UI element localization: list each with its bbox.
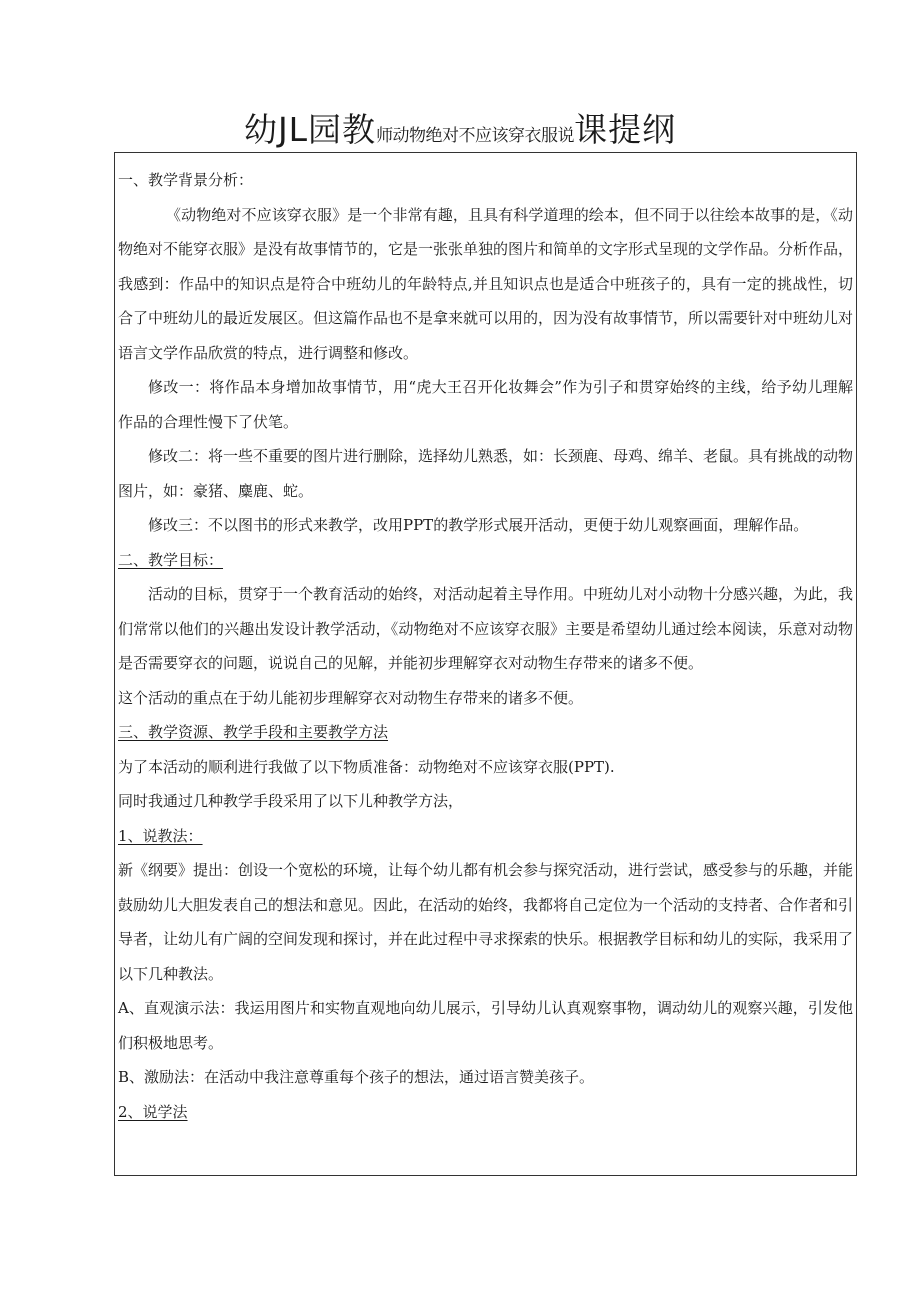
- title-part-2: 师动物绝对不应该穿衣服说: [376, 126, 575, 146]
- goals-paragraph: 活动的目标，贯穿于一个教育活动的始终，对活动起着主导作用。中班幼儿对小动物十分感兴趣，为此，我们常常以他们的兴趣出发设计教学活动，《动物绝对不应该穿衣服》主要是希望幼儿通过绘本阅读，乐意对动物是否需要穿衣的问题，说说自己的见解，并能初步理解穿衣对动物生存带来的诸多不便。: [118, 585, 854, 672]
- title-part-3: 课提纲: [574, 110, 677, 149]
- section-heading-background: 一、教学背景分析：: [118, 171, 254, 189]
- section-heading-learning-methods: 2、说学法: [118, 1102, 188, 1121]
- modification-two: 修改二：将一些不重要的图片进行删除，选择幼儿熟悉，如：长颈鹿、母鸡、绵羊、老鼠。具有挑战的动物图片，如：豪猪、麋鹿、蛇。: [118, 447, 854, 500]
- modification-three: 修改三：不以图书的形式来教学，改用PPT的教学形式展开活动，更便于幼儿观察画面，理解作品。: [148, 516, 809, 534]
- method-b: B、激励法：在活动中我注意尊重每个孩子的想法，通过语言赞美孩子。: [118, 1068, 595, 1086]
- section-heading-goals: 二、教学目标：: [118, 550, 224, 569]
- resources-preparation: 为了本活动的顺利进行我做了以下物质准备：动物绝对不应该穿衣服(PPT).: [118, 757, 615, 776]
- section-heading-resources: 三、教学资源、教学手段和主要教学方法: [118, 723, 389, 741]
- document-title: [0, 108, 920, 158]
- teaching-methods-paragraph: 新《纲要》提出：创设一个宽松的环境，让每个幼儿都有机会参与探究活动，进行尝试，感受参与的乐趣，并能鼓励幼儿大胆发表自己的想法和意见。因此，在活动的始终，我都将自己定位为一个活动的支持者、合作者和引导者，让幼儿有广阔的空间发现和探讨，并在此过程中寻求探索的快乐。根据教学目标和幼儿的实际，我采用了以下几种教法。: [118, 861, 854, 983]
- modification-one: 修改一：将作品本身增加故事情节，用“虎大王召开化妆舞会”作为引子和贯穿始终的主线，给予幼儿理解作品的合理性慢下了伏笔。: [118, 378, 853, 431]
- method-a: A、直观演示法：我运用图片和实物直观地向幼儿展示，引导幼儿认真观察事物，调动幼儿的观察兴趣，引发他们积极地思考。: [118, 999, 853, 1052]
- goals-focus: 这个活动的重点在于幼儿能初步理解穿衣对动物生存带来的诸多不便。: [118, 688, 584, 707]
- resources-methods: 同时我通过几种教学手段采用了以下儿种教学方法，: [118, 792, 464, 810]
- content-frame: [114, 152, 857, 1176]
- background-paragraph: 《动物绝对不应该穿衣服》是一个非常有趣，且具有科学道理的绘本，但不同于以往绘本故事的是，《动物绝对不能穿衣服》是没有故事情节的，它是一张张单独的图片和简单的文字形式呈现的文学作品。分析作品，我感到：作品中的知识点是符合中班幼儿的年龄特点,并且知识点也是适合中班孩子的，具有一定的挑战性，切合了中班幼儿的最近发展区。但这篇作品也不是拿来就可以用的，因为没有故事情节，所以需要针对中班幼儿对语言文学作品欣赏的特点，进行调整和修改。: [118, 205, 854, 362]
- section-heading-teaching-methods: 1、说教法：: [118, 826, 203, 845]
- title-part-1: 幼JL园教: [243, 110, 377, 149]
